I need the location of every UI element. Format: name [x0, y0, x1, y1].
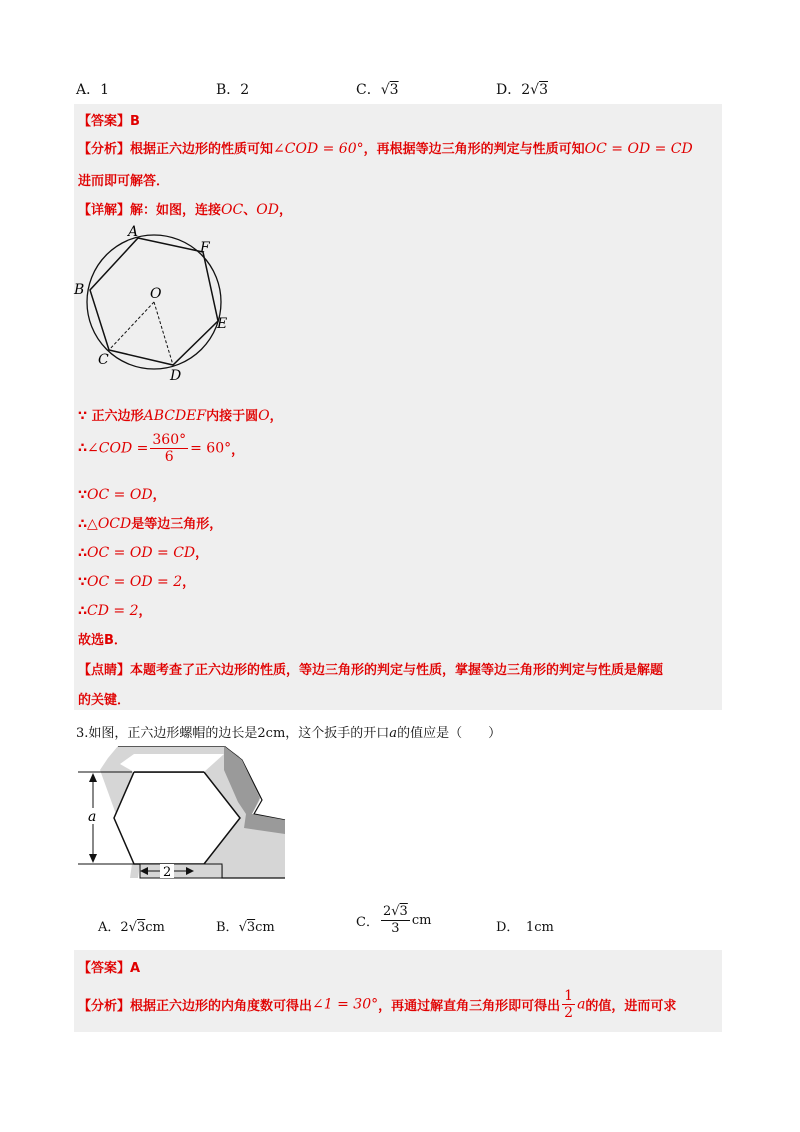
analysis-text: ，再通过解直角三角形即可得出	[378, 999, 561, 1014]
answer-value: B	[130, 114, 140, 129]
detail-label: 【详解】	[78, 203, 131, 218]
fraction-2sqrt3-over-3	[381, 904, 410, 937]
comment-label: 【点睛】	[78, 663, 131, 678]
option-unit: cm	[145, 920, 165, 935]
analysis-text: 根据正六边形的内角度数可得出	[130, 999, 313, 1014]
step-math: ABCDEF	[143, 408, 207, 424]
label-a: A	[128, 224, 139, 240]
step-text: ∴	[78, 604, 88, 619]
step-math: = 60°	[190, 440, 232, 457]
analysis-label: 【分析】	[78, 999, 131, 1014]
numerator-radicand: 3	[399, 904, 408, 919]
answer-line-q2	[78, 110, 140, 129]
label-c: C	[98, 352, 109, 368]
sqrt-sign: √	[530, 82, 540, 98]
detail-math: OC	[221, 202, 244, 218]
step-text: ，	[152, 488, 166, 503]
analysis-math: ∠1 = 30°	[312, 996, 379, 1013]
step-text: ，	[195, 546, 209, 561]
step-math: ∠COD =	[87, 440, 149, 457]
step-7	[78, 600, 152, 619]
fraction-360-over-6	[150, 432, 188, 465]
segment-od	[154, 302, 173, 365]
step-text: ∴	[78, 546, 88, 561]
fraction-numerator: 1	[564, 988, 574, 1004]
answer-label: 【答案】	[78, 114, 131, 129]
step-1	[78, 405, 283, 424]
step-math: △OCD	[87, 516, 132, 532]
detail-line-q2	[78, 199, 292, 218]
detail-end: ，	[278, 203, 292, 218]
option-label: C．	[356, 915, 379, 930]
step-math: O	[258, 408, 270, 424]
step-6	[78, 571, 195, 590]
sqrt-sign: √	[391, 904, 400, 919]
answer-value: A	[130, 961, 141, 976]
step-text: ∵ 正六边形	[78, 409, 144, 424]
analysis-text: 根据正六边形的性质可知	[130, 142, 274, 157]
analysis-text: 的值，进而可求	[585, 999, 677, 1014]
fraction-denominator: 2	[564, 1005, 574, 1021]
step-8: 故选B．	[78, 633, 127, 648]
option-d-label: D．2	[496, 82, 531, 98]
option-label: B．	[216, 920, 239, 935]
detail-text: 解：如图，连接	[130, 203, 222, 218]
comment-line-1	[78, 659, 663, 678]
fraction-one-half	[562, 988, 575, 1021]
label-b: B	[74, 282, 85, 298]
q3-option-c	[356, 904, 431, 937]
comment-text: 本题考查了正六边形的性质，等边三角形的判定与性质，掌握等边三角形的判定与性质是解题	[130, 663, 664, 678]
label-2: 2	[163, 865, 172, 880]
option-c-radicand: 3	[389, 82, 399, 98]
step-text: ∴	[78, 517, 88, 532]
step-text: ∵	[78, 488, 88, 503]
analysis-label: 【分析】	[78, 142, 131, 157]
analysis-text: ，再根据等边三角形的判定与性质可知	[363, 142, 585, 157]
fraction-denominator: 3	[391, 921, 400, 936]
option-c-label: C．	[356, 82, 381, 98]
sqrt-sign: √	[128, 920, 137, 935]
label-e: E	[217, 316, 228, 332]
step-2	[78, 432, 244, 465]
step-math: OC = OD = 2	[87, 574, 183, 590]
answer-line-q3	[78, 957, 140, 976]
step-text: ，	[269, 409, 283, 424]
step-4	[78, 513, 222, 532]
question-text: 3.如图，正六边形螺帽的边长是2cm，这个扳手的开口	[76, 726, 390, 741]
detail-math: OD	[256, 202, 279, 218]
option-c	[356, 79, 399, 99]
step-text: ，	[138, 604, 152, 619]
step-text: ∵	[78, 575, 88, 590]
analysis-line-q2-cont: 进而即可解答．	[78, 174, 170, 189]
fraction-numerator: 360°	[152, 432, 187, 448]
sqrt-sign: √	[380, 82, 390, 98]
option-unit: cm	[411, 913, 432, 928]
question-3-stem	[76, 722, 501, 741]
arrowhead-down	[89, 854, 97, 863]
step-5	[78, 542, 208, 561]
arrowhead-up	[89, 773, 97, 782]
analysis-var: a	[577, 996, 586, 1013]
label-a: a	[88, 809, 97, 825]
step-text: 内接于圆	[206, 409, 259, 424]
option-radicand: 3	[136, 920, 146, 935]
numerator-coef: 2	[382, 904, 392, 919]
comment-line-2: 的关键．	[78, 693, 131, 708]
analysis-math: OC = OD = CD	[584, 141, 693, 157]
step-text: 是等边三角形，	[131, 517, 223, 532]
option-radicand: 3	[246, 920, 256, 935]
step-3	[78, 484, 166, 503]
q3-option-d: D． 1cm	[496, 920, 554, 935]
step-math: OC = OD = CD	[87, 545, 196, 561]
analysis-line-q2	[78, 138, 693, 157]
fraction-numerator	[381, 904, 410, 921]
detail-sep: 、	[243, 203, 257, 218]
q3-option-b	[216, 916, 275, 935]
step-text: ，	[231, 443, 245, 458]
option-d	[496, 79, 548, 99]
step-math: CD = 2	[87, 603, 139, 619]
label-f: F	[200, 240, 210, 256]
question-var: a	[389, 726, 398, 741]
option-unit: cm	[255, 920, 275, 935]
option-d-radicand: 3	[539, 82, 548, 98]
label-d: D	[170, 368, 182, 384]
fraction-denominator: 6	[164, 449, 174, 465]
label-o: O	[150, 286, 162, 302]
option-a: A．1	[76, 82, 110, 98]
option-label: A．2	[98, 920, 129, 935]
answer-label: 【答案】	[78, 961, 131, 976]
question-text: 的值应是（ ）	[397, 726, 502, 741]
q3-option-a	[98, 916, 165, 935]
analysis-line-q3	[78, 988, 676, 1021]
sqrt-sign: √	[238, 920, 247, 935]
step-math: OC = OD	[87, 487, 153, 503]
analysis-math: ∠COD = 60°	[273, 141, 364, 157]
step-text: ∴	[78, 441, 88, 456]
option-b: B．2	[216, 82, 250, 98]
segment-oc	[109, 302, 154, 350]
wrench-figure	[74, 746, 288, 886]
hexagon-circle-figure	[72, 222, 244, 384]
step-text: ，	[182, 575, 196, 590]
